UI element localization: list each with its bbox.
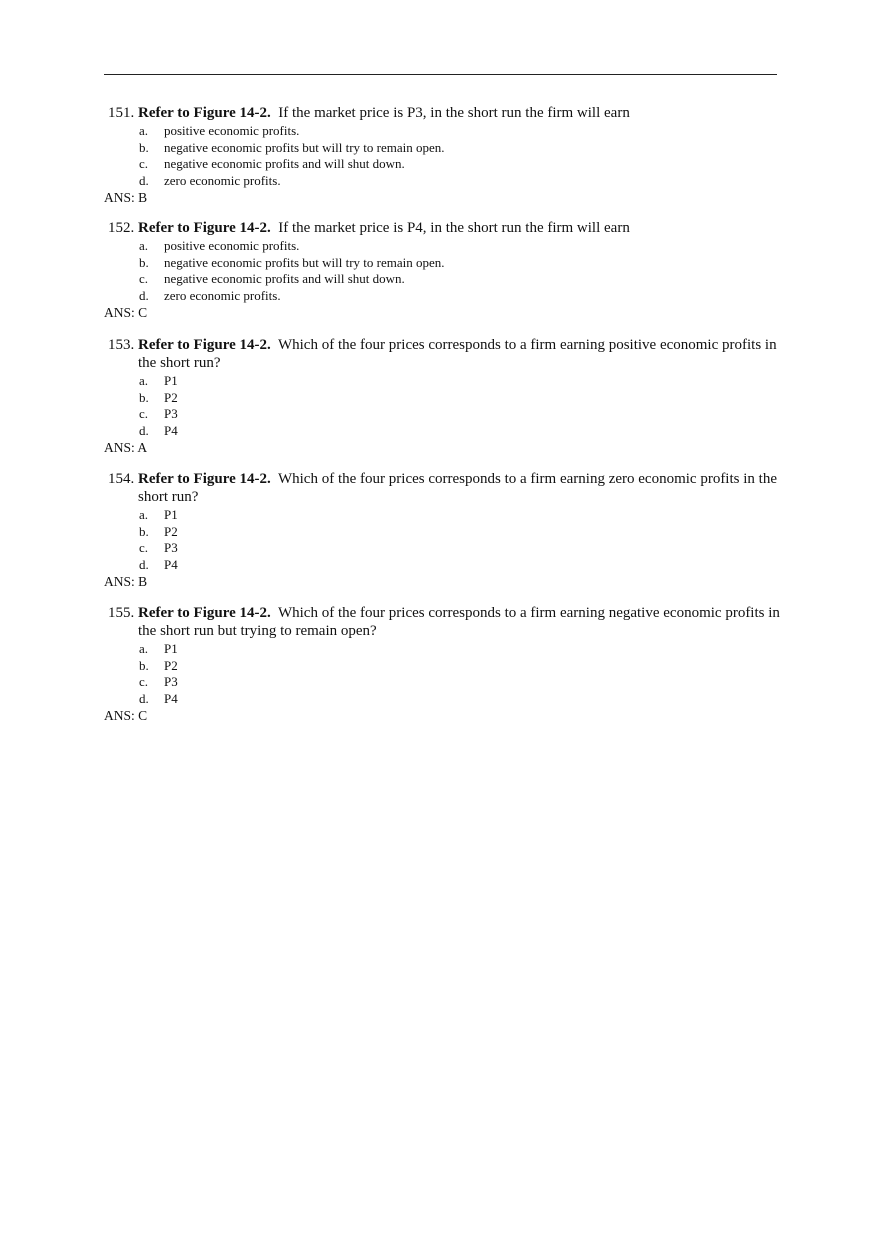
option-c [104,271,780,288]
option-text: P1 [164,373,178,388]
question-stem [104,604,780,640]
option-a [104,507,780,524]
question-number: 155. [108,605,135,621]
option-letter: b. [139,139,149,155]
option-c [104,674,780,691]
option-b [104,524,780,541]
option-b [104,255,780,272]
question-text: If the market price is P3, in the short run the firm will earn [278,105,630,121]
option-text: negative economic profits but will try to remain open. [164,254,445,270]
option-letter: a. [139,123,149,138]
question-text: Which of the four prices corresponds to a firm earning positive economic profits in the short run? [138,337,777,371]
question-153 [104,336,780,456]
question-number: 152. [108,220,135,236]
option-letter: a. [139,507,149,522]
option-text: positive economic profits. [164,238,300,253]
question-number: 151. [108,105,135,121]
option-a [104,373,780,390]
option-b [104,140,780,157]
option-text: P1 [164,507,178,522]
question-stem [104,104,780,122]
option-b [104,658,780,675]
option-text: P3 [164,674,178,690]
question-154 [104,470,780,590]
option-text: P2 [164,389,178,405]
option-text: P1 [164,641,178,656]
question-stem [104,219,780,237]
option-text: P4 [164,423,178,439]
answer-key: ANS: B [104,189,148,205]
option-letter: c. [139,271,149,287]
answer-key: ANS: C [104,304,148,320]
option-text: P3 [164,406,178,422]
option-letter: a. [139,238,149,253]
figure-reference: Refer to Figure 14-2. [138,605,271,621]
question-text: Which of the four prices corresponds to a firm earning negative economic profits in the short run but trying to remain open? [138,605,780,639]
option-a [104,123,780,140]
option-letter: b. [139,254,149,270]
option-letter: b. [139,523,149,539]
figure-reference: Refer to Figure 14-2. [138,105,271,121]
option-b [104,390,780,407]
option-text: P2 [164,523,178,539]
question-text: If the market price is P4, in the short run the firm will earn [278,220,630,236]
option-list [104,123,780,190]
option-d [104,173,780,190]
figure-reference: Refer to Figure 14-2. [138,337,271,353]
option-text: zero economic profits. [164,173,281,189]
answer-key: ANS: A [104,439,148,455]
answer-key: ANS: C [104,707,148,723]
option-letter: d. [139,423,149,439]
option-letter: d. [139,173,149,189]
option-letter: a. [139,373,149,388]
option-a [104,238,780,255]
option-letter: d. [139,557,149,573]
option-text: negative economic profits but will try to remain open. [164,139,445,155]
option-text: negative economic profits and will shut down. [164,271,405,287]
option-c [104,156,780,173]
option-letter: c. [139,674,149,690]
question-stem [104,470,780,506]
header-rule [104,74,777,75]
option-list [104,373,780,440]
option-d [104,423,780,440]
option-letter: d. [139,288,149,304]
figure-reference: Refer to Figure 14-2. [138,220,271,236]
option-letter: a. [139,641,149,656]
option-a [104,641,780,658]
option-text: P2 [164,657,178,673]
option-list [104,507,780,574]
option-text: zero economic profits. [164,288,281,304]
option-d [104,288,780,305]
option-letter: c. [139,406,149,422]
option-letter: b. [139,389,149,405]
option-text: P4 [164,557,178,573]
option-c [104,540,780,557]
question-number: 153. [108,337,135,353]
option-list [104,238,780,305]
answer-key: ANS: B [104,573,148,589]
option-d [104,557,780,574]
option-letter: b. [139,657,149,673]
option-list [104,641,780,708]
option-d [104,691,780,708]
option-letter: c. [139,156,149,172]
option-text: P3 [164,540,178,556]
figure-reference: Refer to Figure 14-2. [138,471,271,487]
question-number: 154. [108,471,135,487]
option-letter: d. [139,691,149,707]
question-stem [104,336,780,372]
option-text: positive economic profits. [164,123,300,138]
question-152 [104,219,780,321]
question-151 [104,104,780,206]
option-letter: c. [139,540,149,556]
option-c [104,406,780,423]
question-155 [104,604,780,724]
question-text: Which of the four prices corresponds to a firm earning zero economic profits in the short run? [138,471,777,505]
option-text: negative economic profits and will shut down. [164,156,405,172]
option-text: P4 [164,691,178,707]
